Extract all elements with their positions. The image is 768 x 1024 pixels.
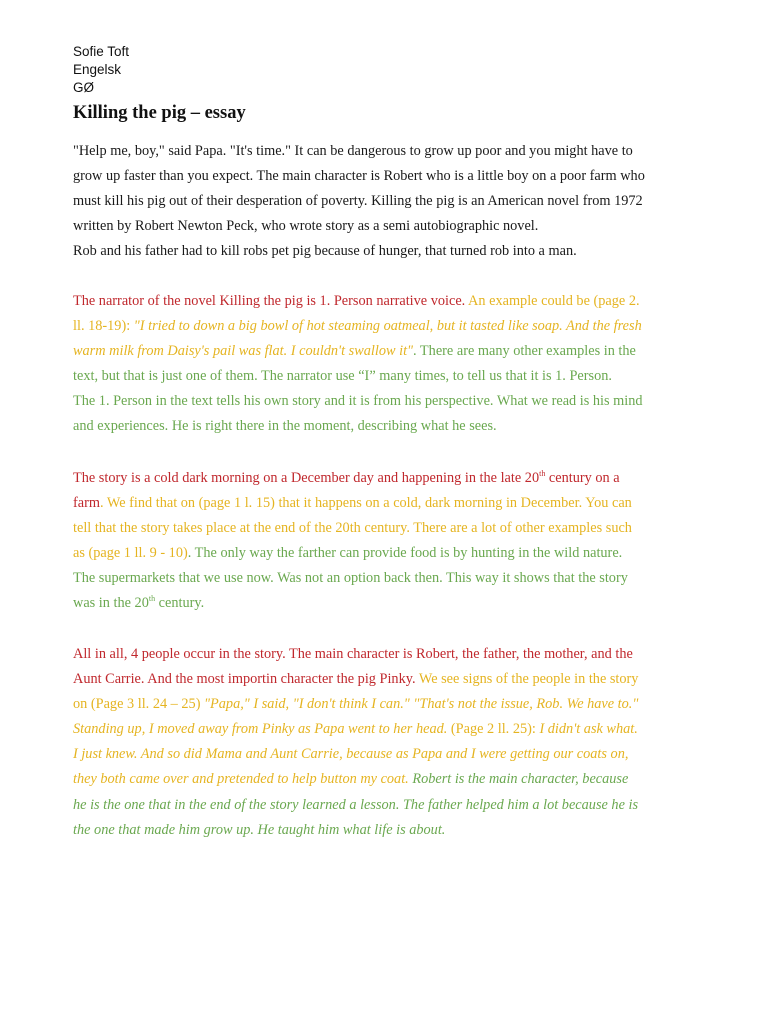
intro-paragraph — [73, 139, 698, 264]
setting-paragraph — [73, 466, 698, 617]
claim-text: Aunt Carrie. And the most importin character the pig Pinky. — [73, 671, 416, 688]
superscript: th — [539, 469, 546, 479]
evidence-text: as (page 1 ll. 9 - 10) — [73, 545, 188, 562]
paragraph-line: All in all, 4 people occur in the story. The main character is Robert, the father, the mother, and the — [73, 646, 633, 662]
intro-line: must kill his pig out of their desperation of poverty. Killing the pig is an American novel from 1972 — [73, 193, 643, 210]
explanation-text: the one that made him grow up. He taught him what life is about. — [73, 821, 446, 838]
characters-paragraph — [73, 642, 698, 843]
intro-line: "Help me, boy," said Papa. "It's time." It can be dangerous to grow up poor and you might have to — [73, 143, 633, 159]
quote-text: they both came over and pretended to help button my coat. — [73, 771, 409, 788]
quote-text: Standing up, I moved away from Pinky as Papa went to her head. — [73, 721, 448, 738]
paragraph-line: text, but that is just one of them. The narrator use “I” many times, to tell us that it is 1. Person. — [73, 368, 612, 385]
paragraph-line — [73, 717, 698, 742]
explanation-text: Robert is the main character, because — [408, 771, 629, 788]
paragraph-line: and experiences. He is right there in the moment, describing what he sees. — [73, 418, 497, 435]
document-header — [73, 43, 129, 97]
paragraph-line: The supermarkets that we use now. Was not an option back then. This way it shows that the story — [73, 570, 628, 587]
evidence-text: We see signs of the people in the story — [415, 671, 639, 688]
paragraph-line — [73, 793, 698, 818]
explanation-text: was in the 20 — [73, 595, 149, 612]
essay-title: Killing the pig – essay — [73, 103, 246, 123]
quote-text: "Papa," I said, "I don't think I can." "That's not the issue, Rob. We have to." — [204, 696, 639, 713]
quote-text: I didn't ask what. — [539, 721, 638, 738]
paragraph-line — [73, 541, 698, 566]
paragraph-line — [73, 289, 698, 314]
intro-line: grow up faster than you expect. The main character is Robert who is a little boy on a poor farm who — [73, 168, 645, 185]
paragraph-line — [73, 667, 698, 692]
quote-text: I just knew. And so did Mama and Aunt Carrie, because as Papa and I were getting our coats on, — [73, 746, 629, 763]
explanation-text: . The only way the farther can provide food is by hunting in the wild nature. — [187, 545, 623, 562]
evidence-text: An example could be (page 2. — [465, 293, 640, 309]
paragraph-line — [73, 767, 698, 792]
class-name: GØ — [73, 80, 95, 95]
evidence-text: on (Page 3 ll. 24 – 25) — [73, 696, 205, 713]
claim-text: farm — [73, 495, 100, 512]
paragraph-line — [73, 314, 698, 339]
claim-text: The story is a cold dark morning on a December day and happening in the late 20 — [73, 470, 540, 486]
claim-text: The narrator of the novel Killing the pig is 1. Person narrative voice. — [73, 293, 466, 309]
evidence-text: . We find that on (page 1 l. 15) that it happens on a cold, dark morning in December. You can — [100, 495, 632, 512]
paragraph-line — [73, 466, 698, 491]
explanation-text: . There are many other examples in the — [413, 343, 636, 360]
superscript: th — [148, 594, 156, 604]
paragraph-line — [73, 591, 698, 616]
explanation-text: century. — [155, 595, 205, 612]
intro-line: Rob and his father had to kill robs pet pig because of hunger, that turned rob into a man. — [73, 243, 577, 260]
paragraph-line — [73, 339, 698, 364]
claim-text: century on a — [545, 470, 620, 486]
paragraph-line — [73, 818, 698, 843]
paragraph-line: tell that the story takes place at the end of the 20th century. There are a lot of other examples such — [73, 520, 632, 537]
author-name: Sofie Toft — [73, 44, 130, 59]
narrator-paragraph — [73, 289, 698, 440]
subject-name: Engelsk — [73, 62, 122, 77]
intro-line: written by Robert Newton Peck, who wrote story as a semi autobiographic novel. — [73, 218, 539, 235]
paragraph-line — [73, 742, 698, 767]
quote-text: "I tried to down a big bowl of hot steaming oatmeal, but it tasted like soap. And the fresh — [133, 318, 642, 335]
paragraph-line — [73, 491, 698, 516]
quote-text: warm milk from Daisy's pail was flat. I couldn't swallow it" — [73, 343, 414, 360]
evidence-text: ll. 18-19): — [73, 318, 134, 335]
paragraph-line — [73, 692, 698, 717]
evidence-text: (Page 2 ll. 25): — [447, 721, 540, 738]
paragraph-line: The 1. Person in the text tells his own story and it is from his perspective. What we read is his mind — [73, 393, 643, 410]
explanation-text: he is the one that in the end of the story learned a lesson. The father helped him a lot because he is — [73, 796, 639, 813]
